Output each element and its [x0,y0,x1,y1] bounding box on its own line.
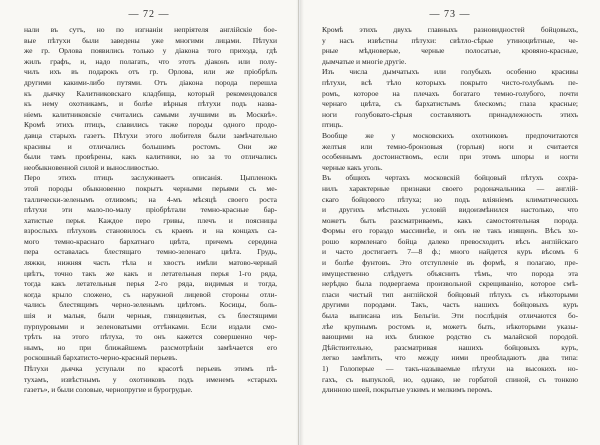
text-line: лѣе крупнымъ ростомъ и, можетъ быть, нѣкоторыми указы- [322,321,578,331]
text-line: тухамъ, извѣстнымъ у охотниковъ подъ именемъ «старыхъ [24,374,277,384]
text-line: цвѣтъ, точно такъ же какъ и летательныя перья 1-го ряда, [24,268,277,278]
text-line: жилъ графъ, и, надо полагать, что этотъ діаконъ или полу- [24,56,277,66]
text-line: пера оставалась блестящаго темно-зеленаго цвѣта. Грудь, [24,247,277,257]
text-line: необыкновенной силой и выносливостью. [24,162,159,172]
text-line: и болѣе фунтовъ. Это отступленіе въ формѣ, я полагаю, пре- [322,258,578,268]
text-line: Изъ числа дымчатыхъ или голубыхъ особенно красивы [322,67,578,77]
text-line: роскошный бархатисто-черно-красный перьевъ. [24,353,178,363]
text-line: таллически-зеленымъ отливомъ; на 4-мъ мѣсяцѣ своего роста [24,194,277,204]
right-page [300,0,600,445]
text-line: шія и малыя, были черныя, глянцевитыя, съ блестящими [24,311,277,321]
text-line: Въ общихъ чертахъ московскій бойцовый пѣтухъ сохра- [322,173,578,183]
text-line: же гр. Орлова появились только у діакона того прихода, гдѣ [24,46,277,56]
text-line: черные какъ уголь. [322,162,383,172]
text-line: вающими на ихъ близкое родство съ малайской породой. [322,332,578,342]
text-line: хатистые перья. Каждое перо гривы, плечъ и поясницы [24,215,277,225]
text-line: нерѣдко была подвергаема произвольной скрещиванію, которое смѣ- [322,279,578,289]
text-line: гласи чистый тип англійской бойцовый пѣтухъ съ нѣкоторыми [322,289,578,299]
text-line: ромъ, которое на плечахъ богатаго темно-голубого, почти [322,88,578,98]
text-line: трѣть на этого пѣтуха, то онъ кажется совершенно чер- [24,332,277,342]
text-line: Кромѣ этихъ птицъ, славились также породы одного продо- [24,120,277,130]
text-line: у насъ извѣстны пѣтухи: свѣтло-сѣрые утиноцвѣтные, че- [322,35,578,45]
text-line: Вообще же у московскихъ охотниковъ предпочитаются [322,130,578,140]
text-line: ноги голубовато-сѣрыя составляютъ принадлежность этихъ [322,109,578,119]
text-line: газетъ», и были соловые, чернопругие и бурогрудые. [24,385,193,395]
text-line: гахъ, съ выпуклой, но, однако, не горбатой спиной, съ тонкою [322,374,578,384]
text-line: и другихъ мѣстныхъ условій видоизмѣнился настолько, что [322,205,578,215]
text-line: другими породами. Такъ, часть нашихъ бойцовыхъ куръ [322,300,578,310]
text-line: 1) Голоперые — такъ-называемые пѣтухи на высокихъ но- [322,364,578,373]
text-line: чернаго цвѣта, съ бархатистымъ блескомъ; глаза красные; [322,99,578,109]
page-body-text [24,25,277,396]
text-line: къ нему охотникамъ, и болѣе вѣрныя пѣтухи подъ назва- [24,99,277,109]
text-line: имущественно слѣдуетъ объяснить тѣмъ, что порода эта [322,268,578,278]
text-line: нымъ, но при ближайшемъ разсмотрѣніи замѣчается его [24,342,277,352]
text-line: была выписана изъ Бельгіи. Эти послѣднія отличаются бо- [322,311,578,321]
text-line: Перо этихъ птицъ заслуживаетъ описанія. Цыпленокъ [24,173,277,183]
text-line: и часто достигаетъ 7—8 ф.; много найдется куръ вѣсомъ 6 [322,247,578,257]
text-line: Дѣйствительно, разсматривая нашихъ бойцовыхъ куръ, [322,342,578,352]
page-number: — 72 — [128,9,170,20]
text-line: пѣтухи эти мало-по-малу пріобрѣтали темно-красные бар- [24,205,277,215]
text-line: тогда какъ летательныя перья 2-го ряда, видимыя и тогда, [24,279,277,289]
text-line: другими какими-либо путями. Отъ діакона порода перешла [24,77,277,87]
page-body-text [322,25,578,396]
text-line: этой породы обыкновенно покрытъ черными перьями съ ме- [24,183,277,193]
text-line: пѣтухи, всѣ тѣло которыхъ покрыто чисто-голубымъ пе- [322,77,578,87]
text-line: когда крыло сложено, съ наружной лицевой стороны отли- [24,289,277,299]
text-line: ляжки, нижняя часть тѣла и хвостъ имѣли матово-черный [24,258,277,268]
text-line: рные мѣдноверые, черные полосатые, кровяно-красные, [322,46,578,56]
text-line: красивы и отличались большимъ ростомъ. Они же [24,141,277,151]
text-line: мого темно-краснаго бархатнаго цвѣта, причемъ середина [24,236,277,246]
text-line: рошо кормленаго бойца далеко превосходитъ вѣсъ англійскаго [322,236,578,246]
text-line: нали въ сутъ, но по изгнаніи непріятеля англійскіе бое- [24,25,277,34]
text-line: особеннымъ достоинствомъ, если при этомъ шпоры и ногти [322,152,578,162]
text-line: ніемъ калитниковскіе считались самыми лучшими въ Москвѣ». [24,109,277,119]
text-line: вые пѣтухи были заведены уже многими лицами. Пѣтухи [24,35,277,45]
text-line: Формы его гораздо массивнѣе, и онъ не такъ изященъ. Вѣсъ хо- [322,226,578,236]
text-line: къ дьячку Калитниковскаго кладбища, который рекомендовался [24,88,277,98]
text-line: птицъ. [322,120,344,130]
text-line: Кромѣ этихъ двухъ главныхъ разновидностей бойцовыхъ, [322,25,578,34]
left-page [0,0,299,445]
text-line: чались блестящимъ черно-зеленымъ цвѣтомъ. Косицы, боль- [24,300,277,310]
text-line: взрослыхъ пѣтуховъ становилось съ краевъ и на концахъ са- [24,226,277,236]
text-line: были тамъ провѣрены, какъ калитники, но за то отличались [24,152,277,162]
book-gutter [296,0,304,445]
text-line: давца старыхъ газетъ. Пѣтухи этого любителя были замѣчательно [24,130,277,140]
page-number: — 73 — [429,9,471,20]
text-line: Пѣтухи дьячка уступали по красотѣ перьевъ этимъ пѣ- [24,364,277,373]
text-line: скаго бойцового пѣтуха; но подъ вліяніемъ климатическихъ [322,194,578,204]
text-line: желтыя или темно-бронзовыя (горлыя) ноги и считается [322,141,578,151]
text-line: чилъ ихъ въ подарокъ отъ гр. Орлова, или же пріобрѣлъ [24,67,277,77]
text-line: легко замѣтить, что между ними преобладаютъ два типа: [322,353,578,363]
text-line: дымчатые и многіе другіе. [322,56,407,66]
text-line: пурпуровыми и зеленоватыми оттѣнками. Если издали смо- [24,321,277,331]
text-line: нилъ характерные признаки своего родоначальника — англій- [322,183,578,193]
text-line: длинною шеей, покрытые узкимъ и мелкимъ перомъ. [322,385,493,395]
text-line: можетъ быть разсматриваемъ, какъ самостоятельная порода. [322,215,578,225]
